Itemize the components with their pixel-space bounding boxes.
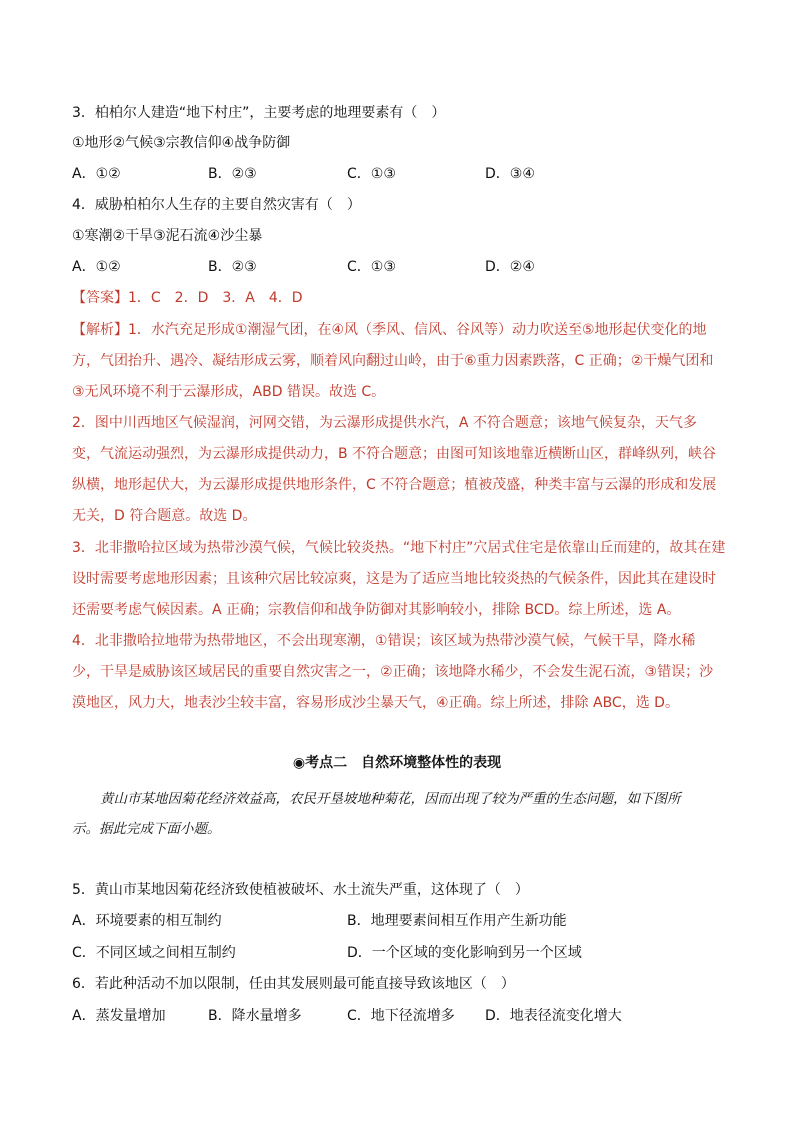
question-6-option-d: D．地表径流变化增大	[485, 1008, 622, 1024]
question-4-option-c: C．①③	[347, 259, 396, 275]
analysis-line-8: 3．北非撒哈拉区域为热带沙漠气候，气候比较炎热。“地下村庄”穴居式住宅是依靠山丘而建的，故其在建	[72, 540, 726, 556]
question-6-stem: 6．若此种活动不加以限制，任由其发展则最可能直接导致该地区（ ）	[72, 976, 515, 992]
analysis-line-7: 无关，D 符合题意。故选 D。	[72, 508, 257, 524]
question-4-option-a: A．①②	[72, 259, 121, 275]
question-4-choices: ①寒潮②干旱③泥石流④沙尘暴	[72, 228, 263, 244]
question-6-option-c: C．地下径流增多	[347, 1008, 455, 1024]
question-5-stem: 5．黄山市某地因菊花经济致使植被破坏、水土流失严重，这体现了（ ）	[72, 882, 529, 898]
analysis-line-12: 少，干旱是威胁该区域居民的重要自然灾害之一，②正确；该地降水稀少，不会发生泥石流，③错误；沙	[72, 664, 714, 680]
question-3-option-a: A．①②	[72, 166, 121, 182]
question-3-stem: 3．柏柏尔人建造“地下村庄”，主要考虑的地理要素有（ ）	[72, 105, 446, 121]
question-3-option-b: B．②③	[208, 166, 257, 182]
analysis-line-9: 设时需要考虑地形因素；且该种穴居比较凉爽，这是为了适应当地比较炎热的气候条件，因此其在建设时	[72, 571, 716, 587]
analysis-line-4: 2．图中川西地区气候湿润，河网交错，为云瀑形成提供水汽，A 不符合题意；该地气候复杂，天气多	[72, 415, 697, 431]
analysis-line-11: 4．北非撒哈拉地带为热带地区，不会出现寒潮，①错误；该区域为热带沙漠气候，气候干旱，降水稀	[72, 633, 696, 649]
answer-line	[72, 288, 303, 308]
answer-tag: 【答案】	[72, 290, 128, 306]
question-3-choices: ①地形②气候③宗教信仰④战争防御	[72, 135, 291, 151]
question-6-option-b: B．降水量增多	[208, 1008, 302, 1024]
analysis-line-13: 漠地区，风力大，地表沙尘较丰富，容易形成沙尘暴天气，④正确。综上所述，排除 ABC，选 D。	[72, 695, 679, 711]
question-5-option-d: D．一个区域的变化影响到另一个区域	[347, 945, 582, 961]
question-5-option-c: C．不同区域之间相互制约	[72, 945, 236, 961]
section-heading: ◉考点二 自然环境整体性的表现	[292, 755, 502, 771]
question-6-option-a: A．蒸发量增加	[72, 1008, 166, 1024]
analysis-line-3: ③无风环境不利于云瀑形成，ABD 错误。故选 C。	[72, 384, 386, 400]
question-4-option-b: B．②③	[208, 259, 257, 275]
analysis-line-5: 变，气流运动强烈，为云瀑形成提供动力，B 不符合题意；由图可知该地靠近横断山区，群峰纵列，峡谷	[72, 446, 717, 462]
answer-text: 1．C 2．D 3．A 4．D	[128, 290, 303, 306]
intro-paragraph	[72, 784, 722, 844]
analysis-tag: 【解析】	[72, 322, 128, 338]
question-5-option-b: B．地理要素间相互作用产生新功能	[347, 913, 567, 929]
analysis-line-10: 还需要考虑气候因素。A 正确；宗教信仰和战争防御对其影响较小，排除 BCD。综上所述，选 A。	[72, 602, 681, 618]
question-4-option-d: D．②④	[485, 259, 535, 275]
analysis-line-2: 方，气团抬升、遇冷、凝结形成云雾，顺着风向翻过山岭，由于⑥重力因素跌落，C 正确；②干燥气团和	[72, 353, 714, 369]
intro-line-1: 黄山市某地因菊花经济效益高，农民开垦坡地种菊花，因而出现了较为严重的生态问题，如下图所	[100, 791, 681, 807]
question-4-stem: 4．威胁柏柏尔人生存的主要自然灾害有（ ）	[72, 197, 361, 213]
analysis-line-1: 【解析】1．水汽充足形成①潮湿气团，在④风（季风、信风、谷风等）动力吹送至⑤地形起伏变化的地	[72, 322, 707, 338]
analysis-line-6: 纵横，地形起伏大，为云瀑形成提供地形条件，C 不符合题意；植被茂盛，种类丰富与云瀑的形成和发展	[72, 477, 717, 493]
question-5-option-a: A．环境要素的相互制约	[72, 913, 222, 929]
question-3-option-c: C．①③	[347, 166, 396, 182]
intro-line-2: 示。据此完成下面小题。	[72, 821, 221, 837]
question-3-option-d: D．③④	[485, 166, 535, 182]
